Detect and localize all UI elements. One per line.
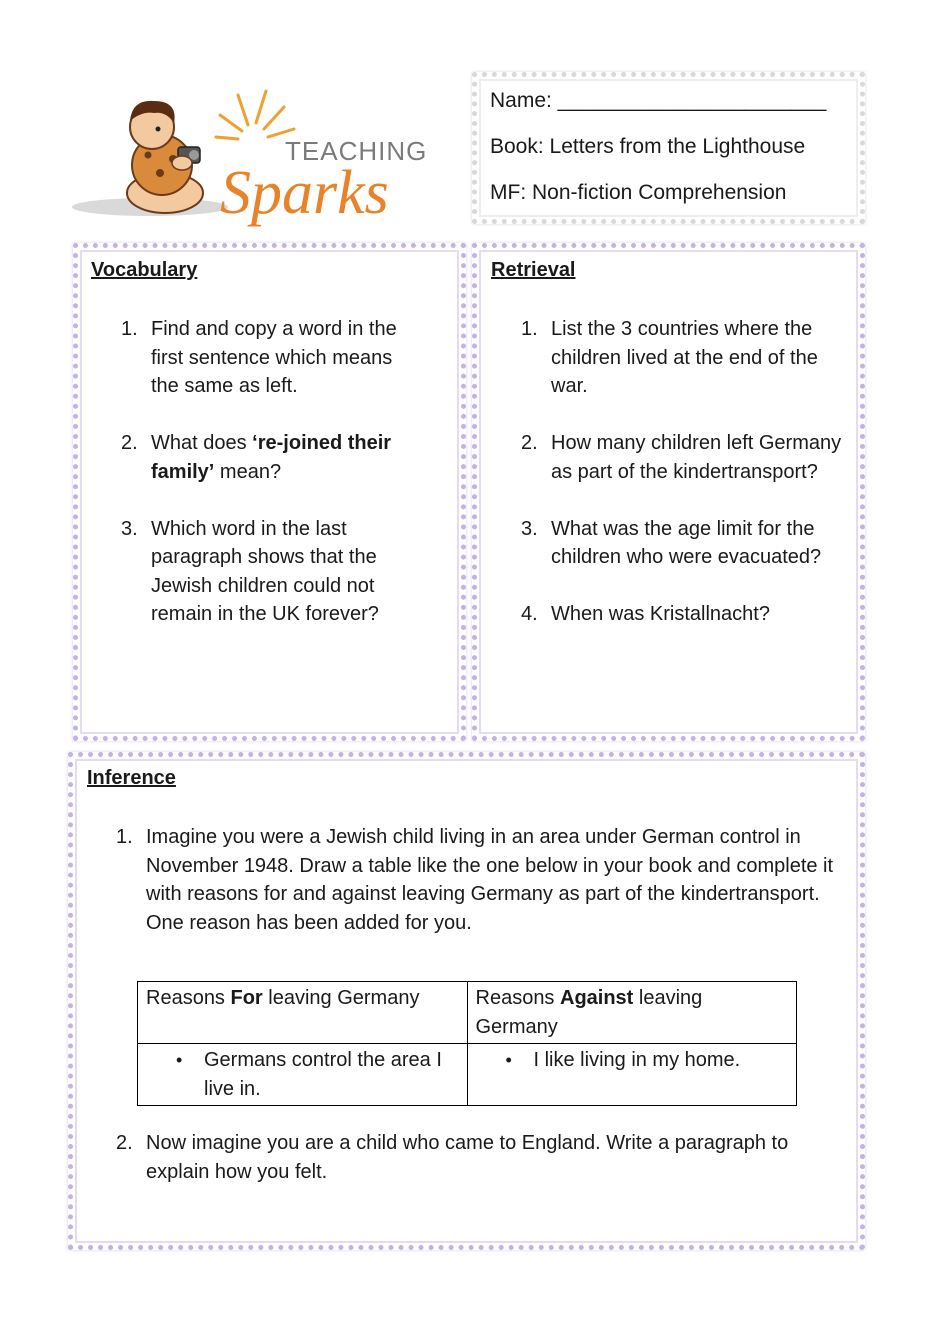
book-title: Book: Letters from the Lighthouse xyxy=(490,135,806,158)
question-number: 3. xyxy=(521,517,538,540)
header-text: leaving Germany xyxy=(475,987,703,1038)
logo-text-sparks: Sparks xyxy=(220,159,389,227)
reason-against-cell xyxy=(467,1044,797,1106)
question-number: 2. xyxy=(521,432,538,454)
list-item xyxy=(116,823,851,937)
list-item xyxy=(121,315,421,401)
list-item xyxy=(116,1129,851,1186)
header-bold: For xyxy=(230,987,263,1009)
inference-question-1-note: One reason has been added for you. xyxy=(146,911,472,934)
header-text: Reasons xyxy=(146,987,231,1009)
inference-question-2: Now imagine you are a child who came to England. Write a paragraph to explain how you felt. xyxy=(146,1132,789,1183)
list-item xyxy=(521,315,846,401)
vocabulary-question-1: Find and copy a word in the first sentence which means the same as left. xyxy=(151,318,397,397)
header-text: leaving Germany xyxy=(262,987,420,1009)
teaching-sparks-logo xyxy=(70,85,440,230)
inference-heading: Inference xyxy=(87,767,176,789)
question-number: 1. xyxy=(116,826,133,848)
list-item xyxy=(521,429,846,486)
question-number: 2. xyxy=(116,1132,133,1154)
table-row xyxy=(138,1044,797,1106)
header-text: Reasons xyxy=(475,987,560,1009)
inference-question-2-list xyxy=(116,1129,851,1186)
reason-for-cell xyxy=(138,1044,468,1106)
inference-question-1: Imagine you were a Jewish child living in an area under German control in November 1948. Draw a table like the one below in your book and complete it with reasons for and against leaving Germany as part of the kindertransport. xyxy=(146,826,834,905)
question-number: 2. xyxy=(121,432,138,454)
name-field-label[interactable]: Name: _______________________ xyxy=(490,89,827,112)
header-reasons-against xyxy=(467,982,797,1044)
retrieval-questions xyxy=(521,315,846,657)
retrieval-question-3: What was the age limit for the children who were evacuated? xyxy=(551,517,822,568)
question-number: 4. xyxy=(521,603,538,625)
vocabulary-question-2-phrase: ‘re-joined their family’ xyxy=(151,432,392,483)
inference-question-1-list xyxy=(116,823,851,937)
header-bold: Against xyxy=(560,987,634,1009)
vocabulary-question-3: Which word in the last paragraph shows that the Jewish children could not remain in the UK forever? xyxy=(151,517,379,625)
list-item xyxy=(521,515,846,572)
logo-graphic xyxy=(70,85,440,230)
list-item xyxy=(121,429,421,486)
header-reasons-for xyxy=(138,982,468,1044)
question-number: 1. xyxy=(521,318,538,340)
caveman-mascot-icon xyxy=(127,101,203,213)
reason-for-item: Germans control the area I live in. xyxy=(204,1049,442,1100)
mf-label: MF: Non-fiction Comprehension xyxy=(490,181,787,204)
vocabulary-question-2-post: mean? xyxy=(214,460,282,483)
vocabulary-question-2-pre: What does xyxy=(151,432,253,454)
list-item xyxy=(121,515,421,629)
logo-text-teaching: TEACHING xyxy=(285,136,428,166)
retrieval-question-1: List the 3 countries where the children lived at the end of the war. xyxy=(551,318,818,397)
question-number: 1. xyxy=(121,318,138,340)
reasons-table xyxy=(137,981,797,1106)
retrieval-question-2: How many children left Germany as part of the kindertransport? xyxy=(551,432,842,483)
bullet-icon: • xyxy=(505,1050,512,1070)
retrieval-question-4: When was Kristallnacht? xyxy=(551,603,770,625)
vocabulary-heading: Vocabulary xyxy=(91,259,198,281)
reason-against-item: I like living in my home. xyxy=(533,1049,741,1071)
list-item xyxy=(521,600,846,629)
table-row xyxy=(138,982,797,1044)
bullet-icon: • xyxy=(176,1050,183,1070)
spark-rays-icon xyxy=(216,91,294,139)
question-number: 3. xyxy=(121,517,138,540)
retrieval-heading: Retrieval xyxy=(491,259,576,281)
vocabulary-questions xyxy=(121,315,421,657)
